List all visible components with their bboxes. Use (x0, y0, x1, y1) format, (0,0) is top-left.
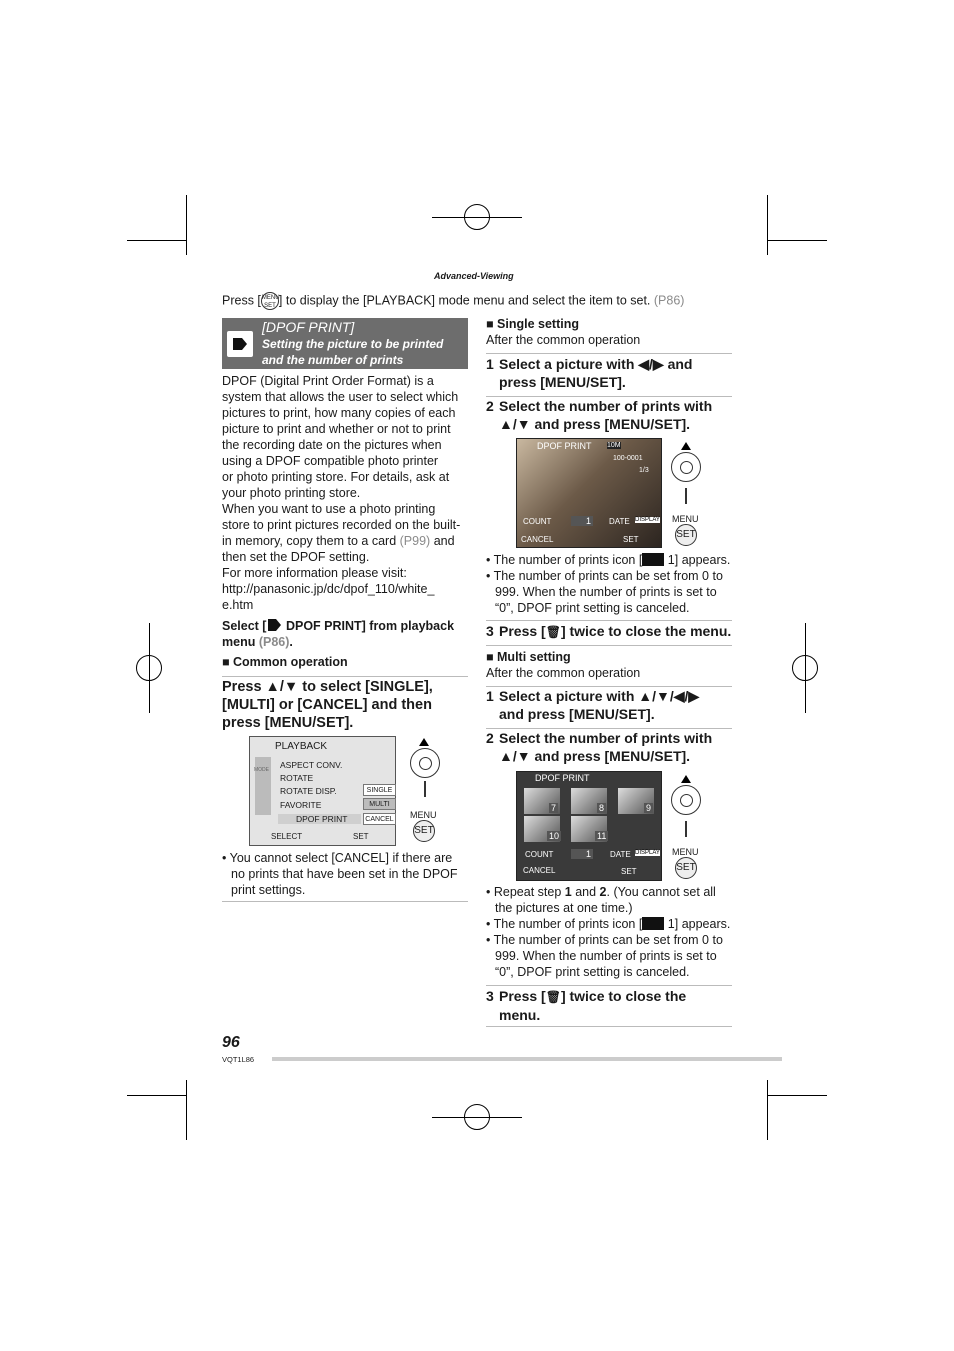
page-number: 96 (222, 1034, 240, 1051)
crop-mark (149, 623, 150, 713)
note-item (486, 552, 734, 568)
step-fragment: ] twice to close the menu. (560, 623, 732, 639)
menu-title: PLAYBACK (275, 741, 328, 752)
note-fragment: . (You cannot set all (606, 885, 716, 899)
prints-count-icon (642, 917, 664, 930)
body-line: http://panasonic.jp/dc/dpof_110/white_ (222, 582, 435, 596)
page-ref: (P99) (399, 534, 431, 548)
multi-notes (486, 884, 734, 980)
note-fragment: 1] appears. (667, 553, 731, 567)
cursor-pad-icon (410, 748, 440, 778)
body-line: When you want to use a photo printing (222, 502, 436, 516)
note-line: print settings. (231, 883, 306, 897)
banner-title: [DPOF PRINT] (262, 319, 355, 335)
up-arrow-icon (419, 738, 429, 746)
thumb-number: 10 (549, 831, 560, 841)
crop-mark (127, 240, 187, 241)
submenu-multi: MULTI (363, 798, 396, 810)
screen-title: DPOF PRINT (535, 773, 590, 783)
note-item (486, 932, 734, 980)
select-text: . (289, 635, 293, 649)
menu-side-tabs (255, 757, 271, 815)
dpof-print-icon (266, 618, 282, 632)
divider (486, 620, 732, 621)
body-line: e.htm (222, 598, 254, 612)
display-badge: DISPLAY (635, 517, 660, 523)
display-badge: DISPLAY (635, 850, 660, 856)
divider (486, 645, 732, 646)
note-line: no prints that have been set in the DPOF (231, 867, 458, 881)
crop-mark (767, 195, 768, 255)
prints-count-icon (642, 553, 664, 566)
note-item (222, 850, 470, 898)
body-line: pictures to print, how many copies of each (222, 406, 456, 420)
select-text: Select [ (222, 619, 267, 633)
divider (486, 728, 732, 729)
note-fragment: The number of prints icon [ (493, 553, 643, 567)
crop-mark (127, 1095, 187, 1096)
intro-line (222, 292, 684, 310)
press-line: Press ▲/▼ to select [SINGLE], (222, 679, 433, 695)
step-fragment: ] twice to close the (560, 988, 687, 1004)
thumb-number: 8 (599, 803, 605, 813)
select-text: DPOF PRINT] from playback (285, 619, 455, 633)
single-setting-screen (516, 438, 662, 548)
set-hint: SET (353, 832, 369, 841)
playback-menu-screen (249, 736, 396, 846)
divider (486, 353, 732, 354)
crop-mark (186, 1080, 187, 1140)
submenu-cancel: CANCEL (363, 813, 396, 825)
body-line: using a DPOF compatible photo printer (222, 454, 439, 468)
step-fragment: Press [ (499, 988, 546, 1004)
crop-mark (432, 1117, 522, 1118)
single-setting-heading: ■ Single setting (486, 317, 579, 331)
cursor-pad-icon (671, 452, 701, 482)
menu-set-icon: MENU SET (261, 292, 279, 310)
single-notes (486, 552, 734, 616)
note-item (486, 568, 734, 616)
down-arrow-icon (685, 821, 687, 837)
down-arrow-icon (685, 488, 687, 504)
step-fragment: menu. (499, 1006, 541, 1023)
page-ref: (P86) (653, 293, 685, 308)
section-header: Advanced-Viewing (434, 271, 514, 281)
note-line: The number of prints can be set from 0 to (493, 933, 723, 947)
body-line: the recording date on the pictures when (222, 438, 442, 452)
divider (222, 901, 468, 902)
page-ref: (P86) (258, 635, 290, 649)
crop-mark (767, 240, 827, 241)
menu-item-favorite: FAVORITE (280, 800, 322, 810)
thumb-number: 7 (551, 803, 557, 813)
note-fragment: and (575, 885, 597, 899)
menu-label: MENU (672, 514, 699, 524)
step-line: press [MENU/SET]. (499, 373, 626, 390)
menu-item-aspect-conv: ASPECT CONV. (280, 760, 343, 770)
divider (486, 985, 732, 986)
press-instruction (222, 678, 470, 732)
date-label: DATE (610, 850, 631, 859)
menu-item-rotate: ROTATE (280, 773, 314, 783)
after-common-text: After the common operation (486, 666, 641, 680)
step-line: Select the number of prints with (499, 398, 713, 414)
divider (486, 1026, 732, 1027)
down-arrow-icon (424, 781, 426, 797)
note-item (486, 884, 734, 916)
crop-mark (767, 1080, 768, 1140)
dpof-banner (222, 318, 468, 369)
note-fragment: 1 (564, 885, 572, 899)
step-line: ▲/▼ and press [MENU/SET]. (499, 415, 691, 432)
picture-counter: 1/3 (639, 467, 649, 474)
screen-title: DPOF PRINT (537, 441, 592, 451)
crop-mark (805, 623, 806, 713)
intro-prefix: Press [ (222, 293, 261, 308)
step-line: Select a picture with ▲/▼/◀/▶ (499, 688, 700, 704)
count-label: COUNT (523, 517, 552, 526)
body-line: DPOF (Digital Print Order Format) is a (222, 374, 434, 388)
up-arrow-icon (681, 775, 691, 783)
menu-item-rotate-disp: ROTATE DISP. (280, 786, 337, 796)
body-line: picture to print and whether or not to print (222, 422, 451, 436)
step-line: Select a picture with ◀/▶ and (499, 356, 693, 372)
press-line: [MULTI] or [CANCEL] and then (222, 697, 432, 713)
select-hint: SELECT (271, 832, 303, 841)
set-label: SET (623, 535, 639, 544)
divider (222, 676, 468, 677)
note-line: 999. When the number of prints is set to (495, 585, 717, 599)
note-fragment: The number of prints icon [ (493, 917, 643, 931)
select-text: menu (222, 635, 256, 649)
divider (486, 686, 732, 687)
body-line: then set the DPOF setting. (222, 550, 370, 564)
step-fragment: Press [ (499, 623, 546, 639)
date-label: DATE (609, 517, 630, 526)
menu-label: MENU (410, 810, 437, 820)
body-line: system that allows the user to select which (222, 390, 459, 404)
up-arrow-icon (681, 442, 691, 450)
intro-suffix: ] to display the [PLAYBACK] mode menu and select the item to set. (278, 293, 651, 308)
cancel-note (222, 850, 470, 898)
body-line: or photo printing store. For details, ask at (222, 470, 450, 484)
crop-mark (767, 1095, 827, 1096)
crop-mark (432, 217, 522, 218)
multi-setting-heading: ■ Multi setting (486, 650, 571, 664)
step-line: ▲/▼ and press [MENU/SET]. (499, 747, 691, 764)
dpof-description (222, 373, 470, 613)
crop-mark (186, 195, 187, 255)
step-line: Select the number of prints with (499, 730, 713, 746)
set-button-icon: SET (675, 857, 697, 879)
cursor-pad-icon (671, 785, 701, 815)
set-button-icon: SET (413, 820, 435, 842)
cancel-label: CANCEL (521, 535, 554, 544)
set-button-icon: SET (675, 524, 697, 546)
body-line (222, 533, 470, 549)
body-fragment: and (433, 534, 455, 548)
menu-label: MENU (672, 847, 699, 857)
note-fragment: 2 (599, 885, 607, 899)
select-instruction (222, 618, 470, 650)
note-line: You cannot select [CANCEL] if there are (229, 851, 453, 865)
note-fragment: Repeat step (493, 885, 562, 899)
submenu-single: SINGLE (363, 784, 396, 796)
footer-bar (272, 1057, 782, 1061)
note-item (486, 916, 734, 932)
file-number: 100-0001 (613, 455, 643, 462)
body-line: your photo printing store. (222, 486, 361, 500)
banner-subtitle: Setting the picture to be printed and the number of prints (262, 337, 444, 367)
dpof-print-icon (227, 331, 253, 357)
note-fragment: 1] appears. (667, 917, 731, 931)
common-operation-heading: ■ Common operation (222, 655, 348, 669)
body-fragment: in memory, copy them to a card (222, 534, 397, 548)
size-badge: 10M (607, 442, 621, 449)
menu-item-dpof-print: DPOF PRINT (278, 814, 361, 824)
divider (486, 396, 732, 397)
note-line: The number of prints can be set from 0 to (493, 569, 723, 583)
count-value: 1 (571, 849, 593, 859)
step-line: and press [MENU/SET]. (499, 705, 655, 722)
count-value: 1 (571, 516, 593, 526)
mode-tab-label: MODE (254, 767, 269, 773)
note-line: “0”, DPOF print setting is canceled. (495, 965, 690, 979)
document-code: VQT1L86 (222, 1055, 255, 1064)
count-label: COUNT (525, 850, 554, 859)
thumb-number: 11 (597, 831, 607, 841)
cancel-label: CANCEL (523, 866, 556, 875)
set-label: SET (621, 867, 637, 876)
body-line: store to print pictures recorded on the built- (222, 518, 461, 532)
thumb-number: 9 (646, 803, 652, 813)
after-common-text: After the common operation (486, 333, 641, 347)
multi-setting-screen (516, 771, 662, 881)
body-line: For more information please visit: (222, 566, 407, 580)
trash-icon: 🗑 (545, 990, 561, 1004)
note-line: 999. When the number of prints is set to (495, 949, 717, 963)
press-line: press [MENU/SET]. (222, 715, 354, 731)
note-line: “0”, DPOF print setting is canceled. (495, 601, 690, 615)
trash-icon: 🗑 (545, 625, 561, 639)
note-fragment: the pictures at one time.) (495, 901, 633, 915)
